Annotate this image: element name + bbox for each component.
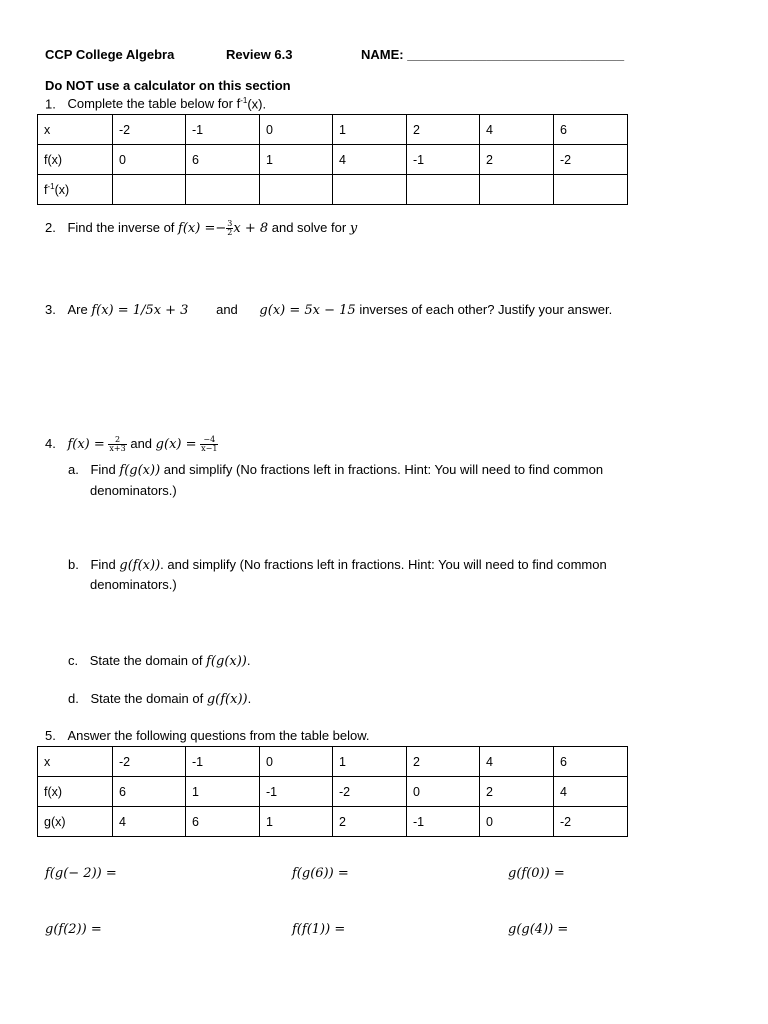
table-cell: -1 <box>407 145 480 175</box>
table-cell[interactable] <box>407 175 480 205</box>
question-text: . and simplify (No fractions left in fractions. Hint: You will need to find common <box>160 557 607 572</box>
table-cell: -1 <box>186 115 260 145</box>
table-cell: 1 <box>333 115 407 145</box>
row-header-cell: g(x) <box>38 807 113 837</box>
table-cell: 6 <box>113 777 186 807</box>
table-cell: -2 <box>113 115 186 145</box>
table-cell: -1 <box>260 777 333 807</box>
table-cell[interactable] <box>186 175 260 205</box>
function-expression-rest: x + 8 <box>233 221 269 236</box>
fraction-numerator: 2 <box>108 436 126 445</box>
composition-ff-1: f(f(1)) = <box>292 922 346 937</box>
question-text: State the domain of <box>89 653 203 668</box>
question-text-end: (x). <box>247 96 267 112</box>
question-number: 5. <box>45 728 56 743</box>
table-cell: 4 <box>554 777 628 807</box>
table-cell: 2 <box>480 145 554 175</box>
g-expression: g(x) = 5x − 15 <box>259 303 356 318</box>
table-cell: -1 <box>407 807 480 837</box>
question-text: Answer the following questions from the table below. <box>67 728 370 743</box>
question-4b-continued: denominators.) <box>90 577 177 592</box>
table-cell[interactable] <box>113 175 186 205</box>
table-cell: 4 <box>113 807 186 837</box>
composition-gf-0: g(f(0)) = <box>508 866 565 881</box>
row-header-cell: x <box>38 747 113 777</box>
table-cell: 0 <box>260 115 333 145</box>
composition-gf-2: g(f(2)) = <box>45 922 102 937</box>
table-cell[interactable] <box>333 175 407 205</box>
table-cell: 2 <box>407 747 480 777</box>
sub-letter: d. <box>68 691 79 706</box>
question-4a <box>68 462 603 479</box>
table-cell[interactable] <box>554 175 628 205</box>
function-values-table <box>37 746 628 837</box>
inverse-table <box>37 114 628 205</box>
table-cell: 1 <box>260 807 333 837</box>
composition-expression: f(g(x)) <box>119 463 161 478</box>
table-row <box>38 807 628 837</box>
table-cell: -2 <box>554 807 628 837</box>
table-cell: 0 <box>407 777 480 807</box>
table-cell: 2 <box>480 777 554 807</box>
table-cell: 0 <box>113 145 186 175</box>
g-label: g(x) = <box>155 437 197 452</box>
name-field[interactable]: NAME: ______________________________ <box>361 47 625 62</box>
table-cell: -2 <box>333 777 407 807</box>
table-cell: 1 <box>260 145 333 175</box>
question-4d <box>68 691 251 708</box>
question-text-suffix: inverses of each other? Justify your answer. <box>359 302 613 317</box>
composition-fg-6: f(g(6)) = <box>292 866 349 881</box>
function-expression: f(x) =− <box>178 221 227 236</box>
table-cell: 6 <box>186 807 260 837</box>
fraction-denominator: 2 <box>227 228 233 238</box>
row-header-cell: f(x) <box>38 145 113 175</box>
table-cell: 0 <box>480 807 554 837</box>
table-cell[interactable] <box>260 175 333 205</box>
row-header-cell: f(x) <box>38 777 113 807</box>
table-row <box>38 145 628 175</box>
table-cell: 1 <box>333 747 407 777</box>
find-word: Find <box>90 557 116 572</box>
question-text: Complete the table below for f <box>67 96 241 112</box>
and-word: and <box>130 436 153 451</box>
period: . <box>246 653 251 668</box>
composition-fg-neg2: f(g(− 2)) = <box>45 866 117 881</box>
f-label: f(x) = <box>67 437 105 452</box>
superscript: -1 <box>240 96 248 105</box>
composition-expression: g(f(x)) <box>206 692 248 707</box>
table-cell: -2 <box>113 747 186 777</box>
question-4b <box>68 557 607 574</box>
variable: y <box>349 221 358 236</box>
table-cell: 4 <box>333 145 407 175</box>
question-text: and simplify (No fractions left in fractions. Hint: You will need to find common <box>163 462 604 477</box>
g-fraction <box>200 436 218 453</box>
row-header-cell: x <box>38 115 113 145</box>
table-cell[interactable] <box>480 175 554 205</box>
question-2 <box>45 220 357 237</box>
question-3 <box>45 302 612 319</box>
question-number: 4. <box>45 436 56 451</box>
table-cell: 6 <box>186 145 260 175</box>
table-cell: -1 <box>186 747 260 777</box>
table-row <box>38 175 628 205</box>
question-4a-continued: denominators.) <box>90 483 177 498</box>
composition-expression: f(g(x)) <box>206 654 247 669</box>
sub-letter: b. <box>68 557 79 572</box>
sub-letter: a. <box>68 462 79 477</box>
fraction-denominator: x+3 <box>109 444 126 454</box>
f-fraction <box>108 436 126 453</box>
table-row <box>38 115 628 145</box>
row-header-cell: $f^{-1}(x)$ <box>38 175 113 205</box>
table-cell: 1 <box>186 777 260 807</box>
question-1 <box>45 96 266 112</box>
table-row <box>38 777 628 807</box>
table-row <box>38 747 628 777</box>
sub-letter: c. <box>68 653 79 668</box>
calculator-instruction: Do NOT use a calculator on this section <box>45 78 291 93</box>
table-cell: 0 <box>260 747 333 777</box>
question-text: State the domain of <box>90 691 204 706</box>
table-cell: 4 <box>480 115 554 145</box>
question-4 <box>45 436 218 453</box>
fraction-numerator: −4 <box>200 436 218 445</box>
table-cell: 2 <box>333 807 407 837</box>
fraction-numerator: 3 <box>227 219 233 229</box>
find-word: Find <box>90 462 116 477</box>
fraction-denominator: x−1 <box>201 444 218 454</box>
composition-gg-4: g(g(4)) = <box>508 922 569 937</box>
table-cell: 2 <box>407 115 480 145</box>
course-title: CCP College Algebra <box>45 47 175 62</box>
question-number: 1. <box>45 96 56 112</box>
question-text-suffix: and solve for <box>271 220 347 235</box>
question-5 <box>45 728 370 744</box>
f-expression: f(x) = 1/5x + 3 <box>91 303 189 318</box>
table-cell: 4 <box>480 747 554 777</box>
period: . <box>247 691 252 706</box>
table-cell: 6 <box>554 747 628 777</box>
review-title: Review 6.3 <box>226 47 293 62</box>
and-word: and <box>216 302 238 317</box>
table-cell: -2 <box>554 145 628 175</box>
question-text: Find the inverse of <box>67 220 175 235</box>
table-cell: 6 <box>554 115 628 145</box>
composition-expression: g(f(x)) <box>119 558 161 573</box>
question-4c <box>68 653 251 670</box>
question-number: 3. <box>45 302 56 317</box>
question-number: 2. <box>45 220 56 235</box>
question-text: Are <box>67 302 88 317</box>
